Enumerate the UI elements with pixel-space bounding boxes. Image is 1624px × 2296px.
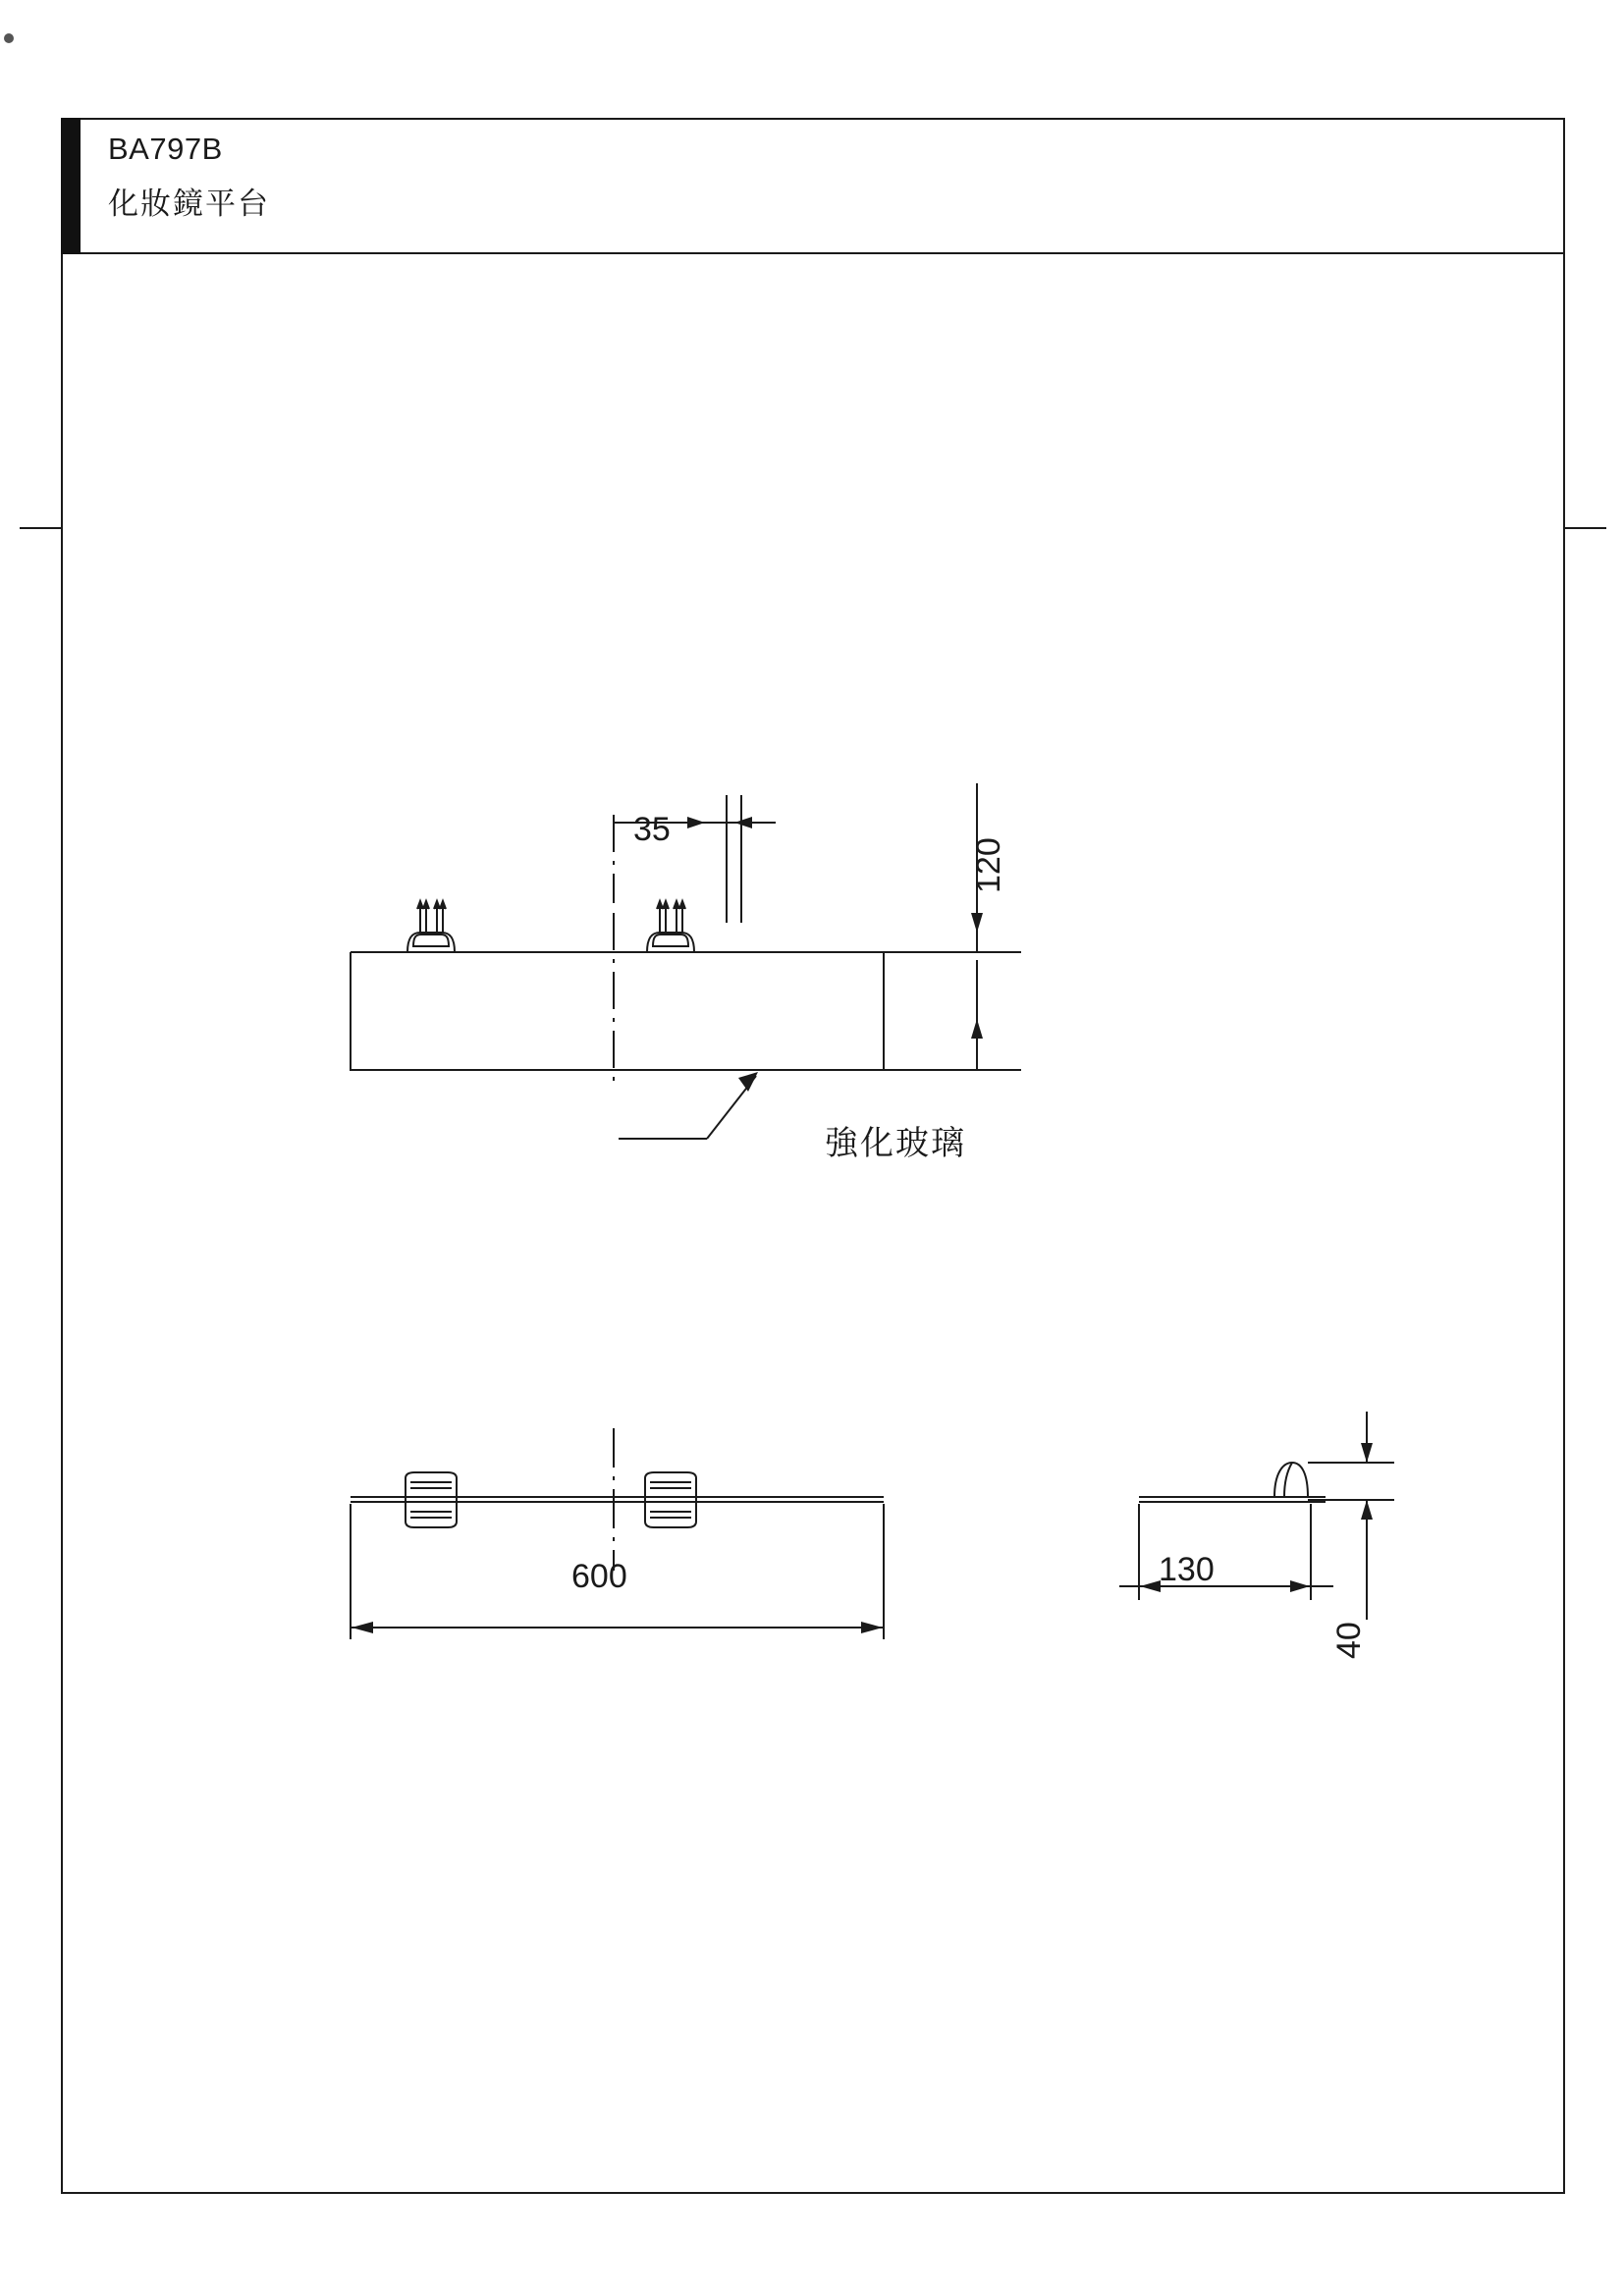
registration-tick-left <box>20 527 63 529</box>
top-view-geometry <box>295 1394 982 1688</box>
dimension-label-130: 130 <box>1159 1551 1215 1588</box>
dimension-label-600: 600 <box>571 1558 627 1595</box>
dimension-label-35: 35 <box>633 811 671 848</box>
registration-dot <box>4 33 14 43</box>
title-block <box>61 118 1565 254</box>
dimension-label-40: 40 <box>1330 1622 1368 1659</box>
product-name: 化妝鏡平台 <box>108 187 270 221</box>
dimension-label-120: 120 <box>970 837 1007 893</box>
product-code: BA797B <box>108 132 223 166</box>
title-accent-bar <box>61 118 81 254</box>
material-callout-label: 強化玻璃 <box>825 1125 966 1162</box>
registration-tick-right <box>1563 527 1606 529</box>
side-view-geometry <box>1110 1394 1522 1688</box>
